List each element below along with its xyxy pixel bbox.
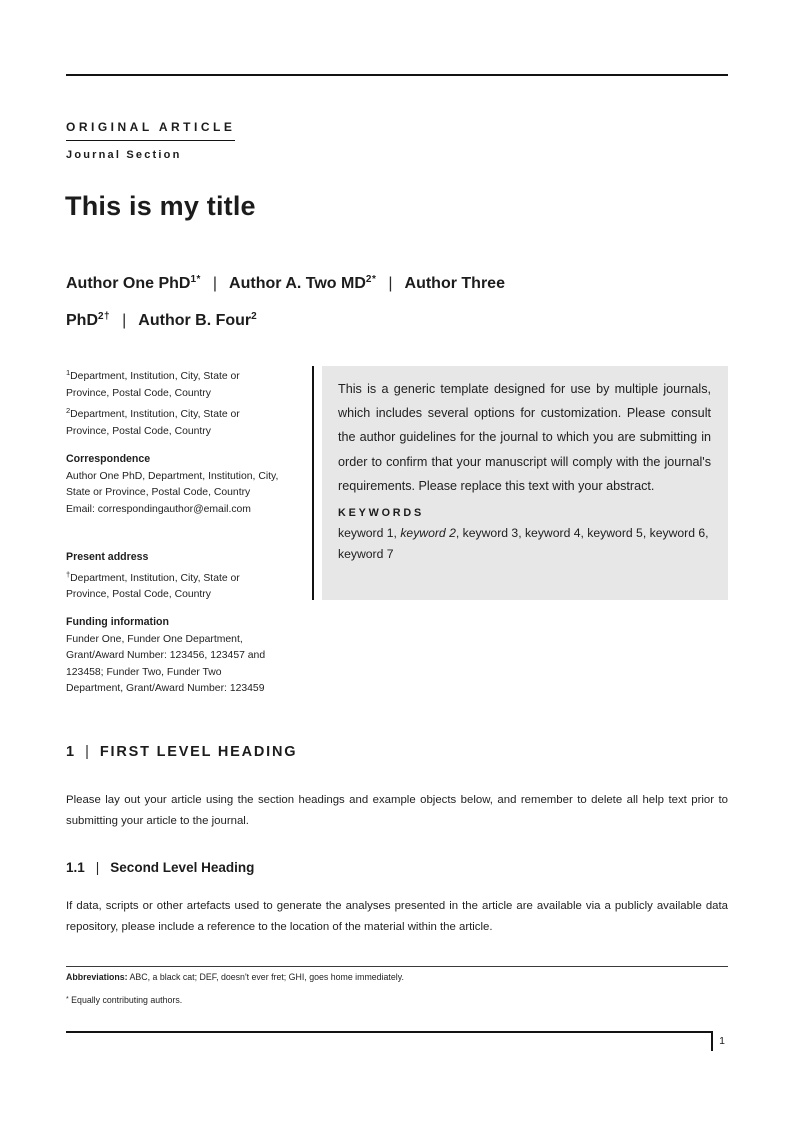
- present-address-block: [66, 549, 280, 604]
- author-separator: |: [388, 275, 393, 292]
- author-name: Author B. Four$^2$: [138, 311, 258, 329]
- equal-contribution-marker: *: [66, 996, 69, 1003]
- section-paragraph-1: Please lay out your article using the section headings and example objects below, and remember to delete all help text prior to submitting your article to the journal.: [66, 794, 728, 827]
- affiliation-1: [66, 365, 280, 402]
- affiliation-marker: 2: [66, 406, 71, 415]
- author-separator: |: [122, 312, 127, 329]
- abstract-box: [322, 366, 728, 600]
- correspondence-block: [66, 451, 280, 518]
- article-type-label: ORIGINAL ARTICLE: [66, 120, 235, 141]
- abbreviations-footnote: [66, 972, 728, 982]
- section-paragraph-1-1: If data, scripts or other artefacts used to generate the analyses presented in the article are available via a publicly available data repository, please include a reference to the location of the material within the article.: [66, 900, 728, 933]
- section-number: 1.1: [66, 860, 85, 875]
- keywords-heading: KEYWORDS: [338, 507, 424, 520]
- abbreviations-label: Abbreviations:: [66, 972, 128, 982]
- author-affiliation-marker: 2†: [98, 311, 111, 322]
- author-list: [66, 263, 508, 337]
- affiliation-2: [66, 403, 280, 440]
- affiliation-text: Department, Institution, City, State or Province, Postal Code, Country: [66, 409, 240, 437]
- author-separator: |: [212, 275, 218, 292]
- abstract-text: This is a generic template designed for use by multiple journals, which includes several options for customization. Please consult the author guidelines for the journal to which you are submitting in order to confirm that your manuscript will comply with the journal's requirements. Please replace this text with your abstract.: [338, 382, 711, 493]
- author-affiliation-marker: 1*: [190, 274, 201, 285]
- heading-separator: |: [85, 744, 89, 760]
- keyword-italic: keyword 2: [400, 526, 456, 541]
- author-affiliation-marker: 2: [251, 311, 258, 322]
- affiliation-marker: 1: [66, 368, 71, 377]
- correspondence-heading: Correspondence: [66, 453, 151, 465]
- author-affiliation-marker: 2*: [365, 274, 377, 285]
- page-number: 1: [719, 1035, 725, 1047]
- author-name: Author One PhD$^{1*}$: [66, 274, 201, 292]
- abstract-divider-rule: [312, 366, 314, 600]
- footnote-rule: [66, 966, 728, 967]
- present-address-marker: †: [66, 569, 71, 579]
- author-name: Author A. Two $MD^{2*}$: [229, 274, 377, 292]
- journal-section-label: Journal Section: [66, 149, 182, 161]
- section-heading-1-1: [66, 860, 254, 875]
- correspondence-email: Email: correspondingauthor@email.com: [66, 503, 251, 515]
- funding-block: [66, 614, 280, 698]
- correspondence-text: Author One PhD, Department, Institution, City, State or Province, Postal Code, Country: [66, 470, 279, 498]
- author-name: Author Three PhD$^{2\dagger}$: [66, 275, 505, 329]
- section-heading-1: [66, 744, 297, 760]
- funding-text: Funder One, Funder One Department, Grant/Award Number: 123456, 123457 and 123458; Funder Two, Funder Two Department, Grant/Award Number: 123459: [66, 633, 266, 694]
- page-title: This is my title: [65, 191, 256, 221]
- abbreviations-text: ABC, a black cat; DEF, doesn't ever fret; GHI, goes home immediately.: [127, 972, 404, 982]
- section-number: 1: [66, 744, 75, 760]
- section-title: Second Level Heading: [110, 860, 255, 875]
- affiliation-text: Department, Institution, City, State or Province, Postal Code, Country: [66, 371, 240, 399]
- top-rule: [66, 74, 728, 76]
- equal-contribution-footnote: * Equally contributing authors.: [66, 995, 183, 1005]
- section-title: FIRST LEVEL HEADING: [99, 744, 298, 760]
- funding-heading: Funding information: [66, 616, 169, 628]
- present-address-heading: Present address: [66, 551, 149, 563]
- footer-rule: [66, 1031, 712, 1033]
- keywords-list: keyword 1, keyword 2, keyword 3, keyword 4, keyword 5, keyword 6, keyword 7: [338, 526, 709, 562]
- present-address-text: †Department, Institution, City, State or Province, Postal Code, Country: [66, 569, 240, 600]
- heading-separator: |: [95, 860, 100, 875]
